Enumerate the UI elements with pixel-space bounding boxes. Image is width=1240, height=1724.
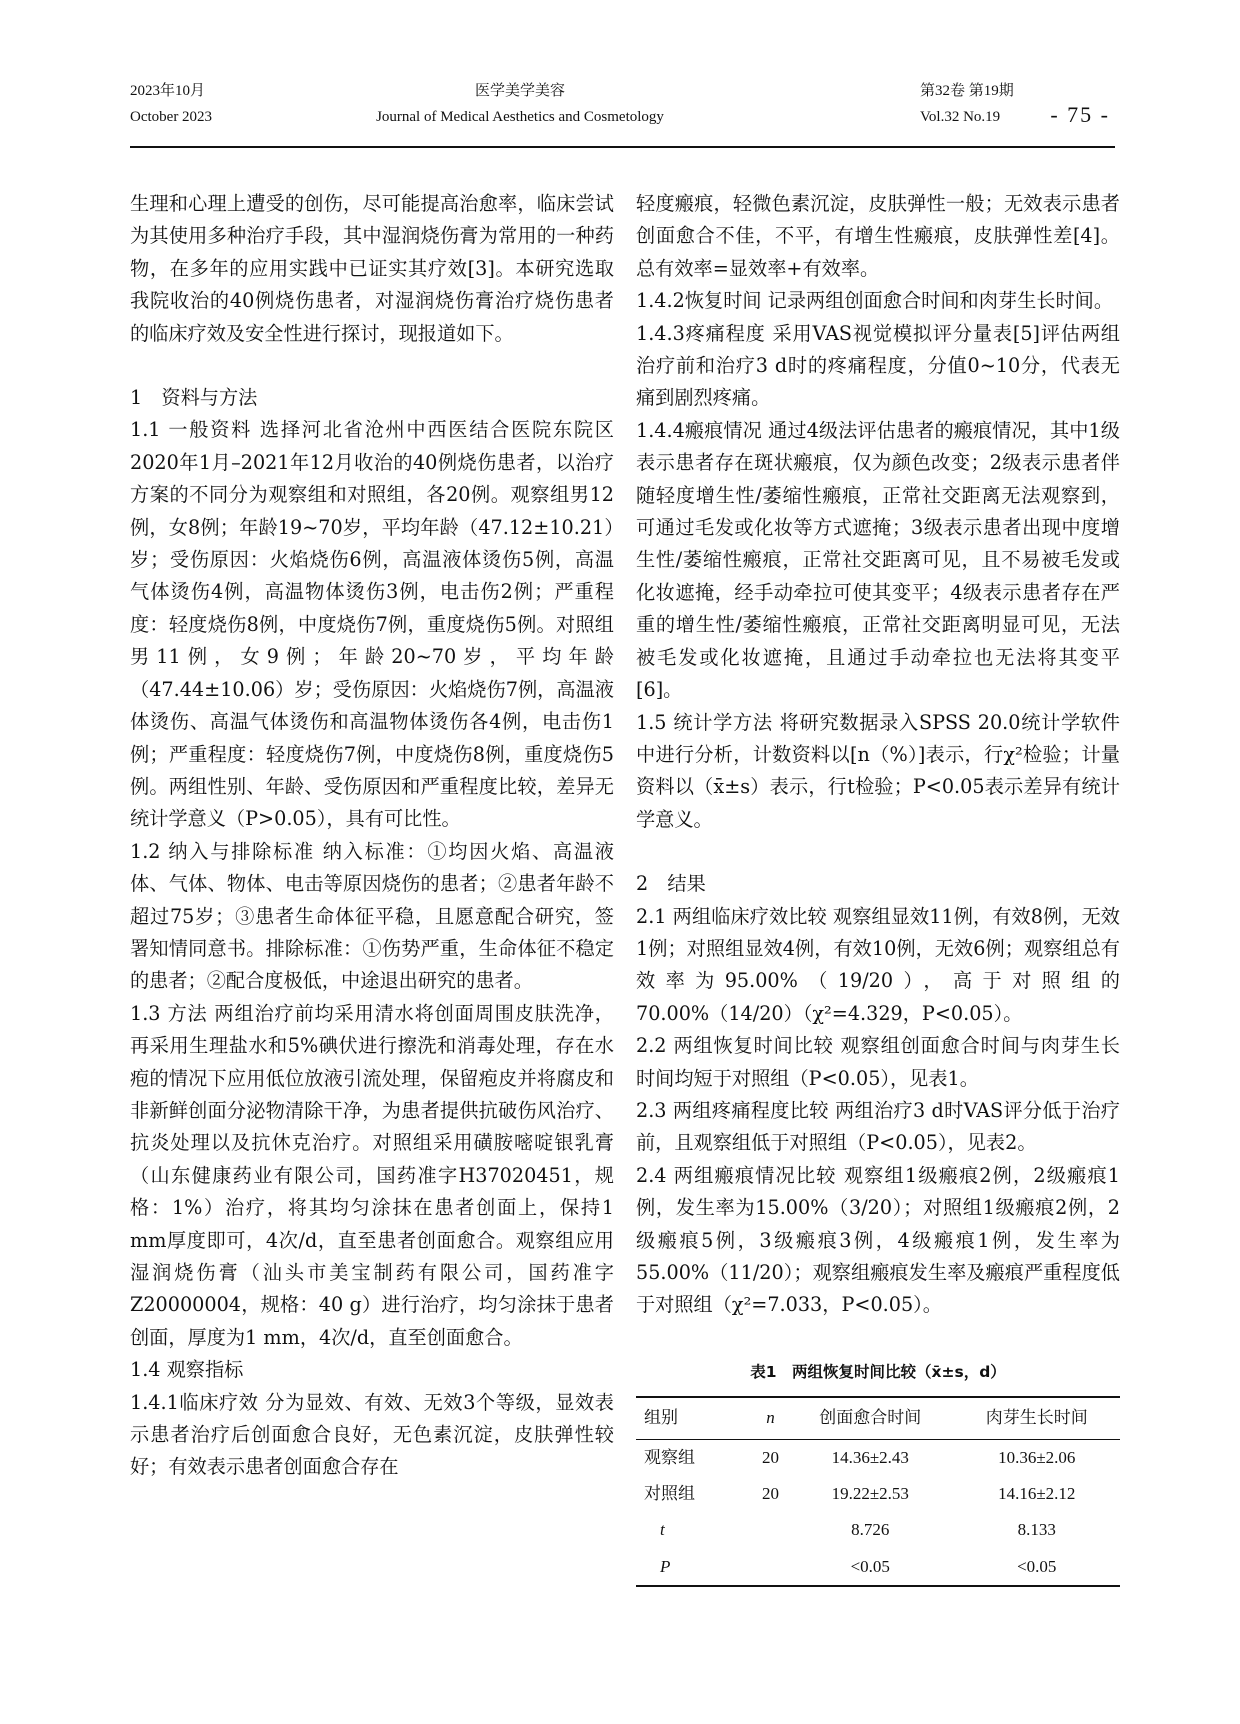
section-2-title: 2 结果: [636, 872, 706, 896]
page-header: [130, 78, 1110, 148]
paragraph-1-4-1: 1.4.1临床疗效 分为显效、有效、无效3个等级，显效表示患者治疗后创面愈合良好，无色素沉淀，皮肤弹性较好；有效表示患者创面愈合存在: [130, 1390, 614, 1479]
table-cell: P: [636, 1549, 754, 1586]
table-cell: 10.36±2.06: [998, 1447, 1076, 1467]
table-header-cell: 肉芽生长时间: [953, 1397, 1120, 1439]
table-row: [636, 1439, 1120, 1476]
table-cell: 14.16±2.12: [998, 1484, 1076, 1504]
header-volume-en: Vol.32 No.19: [920, 109, 1001, 125]
table-row: [636, 1512, 1120, 1548]
table-cell: t: [660, 1520, 665, 1540]
left-column: [130, 188, 614, 1484]
table-cell: 8.726: [851, 1520, 890, 1540]
right-column: [636, 188, 1120, 1587]
section-gap: [130, 350, 614, 382]
table-row: [636, 1476, 1120, 1512]
paragraph-1-4-4: 1.4.4瘢痕情况 通过4级法评估患者的瘢痕情况，其中1级表示患者存在斑状瘢痕，仅为颜色改变；2级表示患者伴随轻度增生性/萎缩性瘢痕，正常社交距离无法观察到，可通过毛发或化妆等方式遮掩；3级表示患者出现中度增生性/萎缩性瘢痕，正常社交距离可见，且不易被毛发或化妆遮掩，经手动牵拉可使其变平；4级表示患者存在严重的增生性/萎缩性瘢痕，正常社交距离明显可见，无法被毛发或化妆遮掩，且通过手动牵拉也无法将其变平[6]。: [636, 418, 1120, 702]
table-cell: 20: [761, 1484, 779, 1504]
paragraph-1-5: 1.5 统计学方法 将研究数据录入SPSS 20.0统计学软件中进行分析，计数资料以[n（%）]表示，行χ²检验；计量资料以（x̄±s）表示，行t检验；P<0.05表示差异有统计学意义。: [636, 710, 1120, 831]
table-1: [636, 1396, 1120, 1587]
table-cell: 20: [761, 1447, 779, 1467]
intro-paragraph: 生理和心理上遭受的创伤，尽可能提高治愈率，临床尝试为其使用多种治疗手段，其中湿润烧伤膏为常用的一种药物，在多年的应用实践中已证实其疗效[3]。本研究选取我院收治的40例烧伤患者，对湿润烧伤膏治疗烧伤患者的临床疗效及安全性进行探讨，现报道如下。: [130, 192, 614, 345]
header-volume-cn: 第32卷 第19期: [920, 83, 1014, 99]
table-cell: <0.05: [953, 1549, 1120, 1586]
table-cell: 14.36±2.43: [831, 1447, 909, 1467]
table-header-row: [636, 1397, 1120, 1439]
table-header-cell: 创面愈合时间: [787, 1397, 954, 1439]
table-gap: [636, 1322, 1120, 1356]
table-cell: [754, 1549, 787, 1586]
header-journal: [130, 78, 910, 130]
section-1-title: 1 资料与方法: [130, 386, 258, 410]
paragraph-2-2: 2.2 两组恢复时间比较 观察组创面愈合时间与肉芽生长时间均短于对照组（P<0.05），见表1。: [636, 1034, 1120, 1090]
table-cell: 19.22±2.53: [831, 1484, 909, 1504]
table-cell: <0.05: [787, 1549, 954, 1586]
header-rule: [130, 146, 1115, 148]
header-journal-cn: 医学美学美容: [474, 83, 565, 99]
paragraph-1-4-2: 1.4.2恢复时间 记录两组创面愈合时间和肉芽生长时间。: [636, 289, 1114, 313]
table-cell: 观察组: [644, 1447, 695, 1467]
paragraph-2-4: 2.4 两组瘢痕情况比较 观察组1级瘢痕2例，2级瘢痕1例，发生率为15.00%（3/20）；对照组1级瘢痕2例，2级瘢痕5例，3级瘢痕3例，4级瘢痕1例，发生率为55.00%（11/20）；观察组瘢痕发生率及瘢痕严重程度低于对照组（χ²=7.033，P<0.05）。: [636, 1163, 1120, 1317]
table-header-cell: n: [754, 1397, 787, 1439]
header-journal-en: Journal of Medical Aesthetics and Cosmetology: [376, 109, 664, 125]
paragraph-continued: 轻度瘢痕，轻微色素沉淀，皮肤弹性一般；无效表示患者创面愈合不佳，不平，有增生性瘢痕，皮肤弹性差[4]。总有效率=显效率+有效率。: [636, 192, 1120, 280]
table-row: [636, 1549, 1120, 1586]
paragraph-1-3: 1.3 方法 两组治疗前均采用清水将创面周围皮肤洗净，再采用生理盐水和5%碘伏进行擦洗和消毒处理，存在水疱的情况下应用低位放液引流处理，保留疱皮并将腐皮和非新鲜创面分泌物清除干净，为患者提供抗破伤风治疗、抗炎处理以及抗休克治疗。对照组采用磺胺嘧啶银乳膏（山东健康药业有限公司，国药准字H37020451，规格：1%）治疗，将其均匀涂抹在患者创面上，保持1 mm厚度即可，4次/d，直至患者创面愈合。观察组应用湿润烧伤膏（汕头市美宝制药有限公司，国药准字Z20000004，规格：40 g）进行治疗，均匀涂抹于患者创面，厚度为1 mm，4次/d，直至创面愈合。: [130, 1001, 614, 1349]
table-cell: 对照组: [644, 1484, 695, 1504]
paragraph-1-2: 1.2 纳入与排除标准 纳入标准：①均因火焰、高温液体、气体、物体、电击等原因烧伤的患者；②患者年龄不超过75岁；③患者生命体征平稳，且愿意配合研究，签署知情同意书。排除标准：①伤势严重，生命体征不稳定的患者；②配合度极低，中途退出研究的患者。: [130, 839, 614, 993]
page-number: - 75 -: [1050, 102, 1110, 127]
table-cell: [754, 1512, 787, 1548]
paragraph-1-1: 1.1 一般资料 选择河北省沧州中西医结合医院东院区2020年1月–2021年12月收治的40例烧伤患者，以治疗方案的不同分为观察组和对照组，各20例。观察组男12例，女8例；年龄19~70岁，平均年龄（47.12±10.21）岁；受伤原因：火焰烧伤6例，高温液体烫伤5例，高温气体烫伤4例，高温物体烫伤3例，电击伤2例；严重程度：轻度烧伤8例，中度烧伤7例，重度烧伤5例。对照组男11例，女9例；年龄20~70岁，平均年龄（47.44±10.06）岁；受伤原因：火焰烧伤7例，高温液体烫伤、高温气体烫伤和高温物体烫伤各4例，电击伤1例；严重程度：轻度烧伤7例，中度烧伤8例，重度烧伤5例。两组性别、年龄、受伤原因和严重程度比较，差异无统计学意义（P>0.05），具有可比性。: [130, 418, 614, 831]
table-header-cell: 组别: [636, 1397, 754, 1439]
paragraph-2-1: 2.1 两组临床疗效比较 观察组显效11例，有效8例，无效1例；对照组显效4例，有效10例，无效6例；观察组总有效率为95.00%（19/20），高于对照组的70.00%（14/20）（χ²=4.329，P<0.05）。: [636, 904, 1120, 1025]
header-date-cn: 2023年10月: [130, 83, 206, 99]
table-1-caption: 表1 两组恢复时间比较（x̄±s，d）: [750, 1362, 1006, 1381]
paragraph-2-3: 2.3 两组疼痛程度比较 两组治疗3 d时VAS评分低于治疗前，且观察组低于对照组（P<0.05），见表2。: [636, 1098, 1120, 1155]
heading-1-4: 1.4 观察指标: [130, 1358, 244, 1382]
paragraph-1-4-3: 1.4.3疼痛程度 采用VAS视觉模拟评分量表[5]评估两组治疗前和治疗3 d时的疼痛程度，分值0~10分，代表无痛到剧烈疼痛。: [636, 321, 1120, 410]
table-cell: 8.133: [1017, 1520, 1056, 1540]
header-volume: [920, 78, 1014, 130]
section-gap: [636, 836, 1120, 868]
header-date-en: October 2023: [130, 109, 213, 125]
